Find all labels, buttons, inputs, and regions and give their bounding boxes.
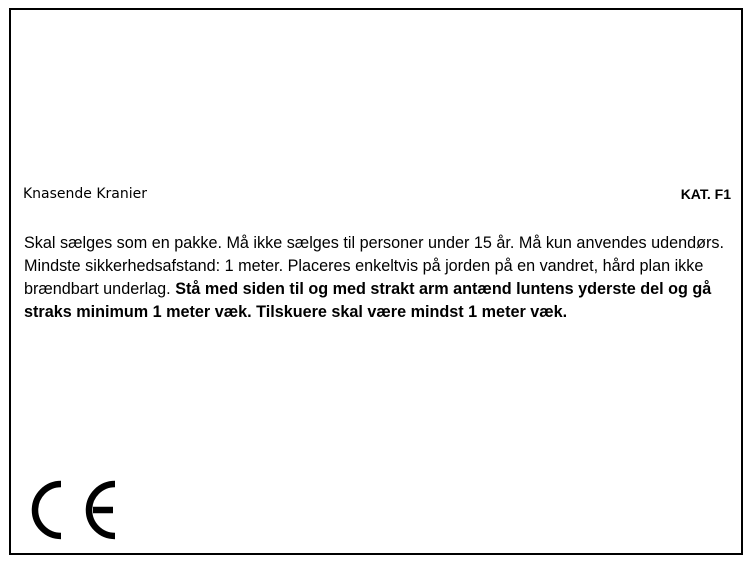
product-name: Knasende Kranier — [23, 186, 148, 202]
usage-instructions — [24, 232, 734, 324]
ce-mark-icon — [31, 478, 121, 542]
category-badge: KAT. F1 — [680, 186, 731, 202]
product-label — [9, 8, 743, 555]
instructions-warning-text: Stå med siden til og med strakt arm antænd luntens yderste del og gå straks minimum 1 meter væk. Tilskuere skal være mindst 1 meter væk. — [24, 280, 712, 321]
instructions-plain-text: Skal sælges som en pakke. Må ikke sælges til personer under 15 år. Må kun anvendes udendørs. Mindste sikkerhedsafstand: 1 meter. Placeres enkeltvis på jorden på en vandret, hård plan ikke brændbart underlag. — [24, 234, 725, 298]
